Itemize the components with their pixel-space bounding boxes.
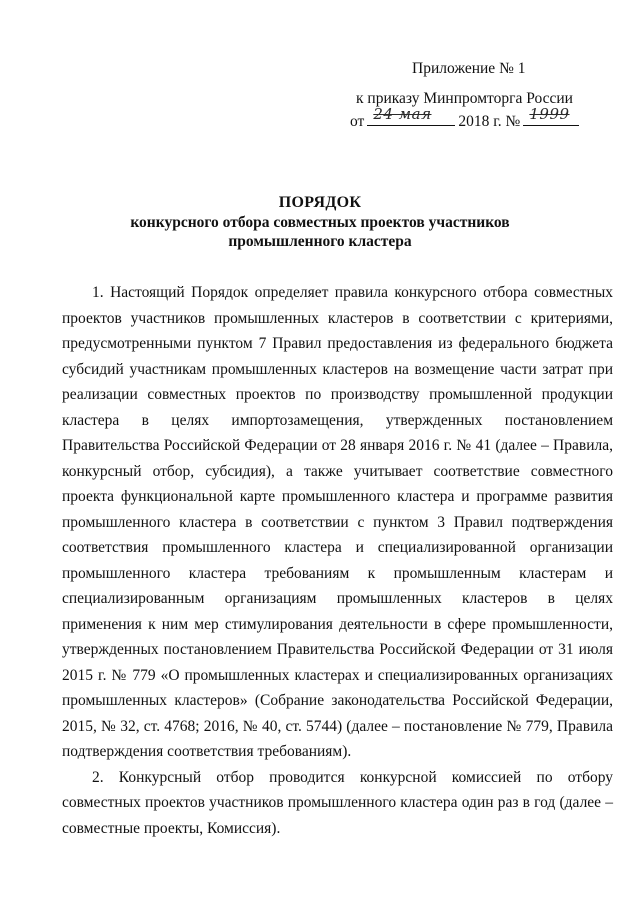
order-date-line xyxy=(350,105,610,131)
document-body xyxy=(62,280,613,841)
annex-header xyxy=(350,59,610,131)
paragraph-2: 2. Конкурсный отбор проводится конкурсной комиссией по отбору совместных проектов участников промышленного кластера один раз в год (далее – совместные проекты, Комиссия). xyxy=(62,768,613,837)
order-reference: к приказу Минпромторга России xyxy=(356,90,573,107)
title-block xyxy=(0,192,640,251)
document-title: ПОРЯДОК xyxy=(278,194,362,211)
handwritten-date: 24 мая xyxy=(373,105,432,123)
order-number-field xyxy=(523,105,579,126)
document-subtitle: конкурсного отбора совместных проектов участников промышленного кластера xyxy=(130,214,510,250)
year-text: 2018 г. № xyxy=(458,113,521,130)
date-field xyxy=(367,105,455,126)
paragraph-1: 1. Настоящий Порядок определяет правила конкурсного отбора совместных проектов участников промышленных кластеров в соответствии с критериями, предусмотренными пунктом 7 Правил предоставления из федерального бюджета субсидий участникам промышленных кластеров на возмещение части затрат при реализации совместных проектов по производству промышленной продукции кластера в целях импортозамещения, утвержденных постановлением Правительства Российской Федерации от 28 января 2016 г. № 41 (далее – Правила, конкурсный отбор, субсидия), а также учитывает соответствие совместного проекта функциональной карте промышленного кластера и программе развития промышленного кластера в соответствии с пунктом 3 Правил подтверждения соответствия промышленного кластера и специализированной организации промышленного кластера требованиям к промышленным кластерам и специализированным организациям промышленных кластеров в целях применения к ним мер стимулирования деятельности в сфере промышленности, утвержденных постановлением Правительства Российской Федерации от 31 июля 2015 г. № 779 «О промышленных кластерах и специализированных организациях промышленных кластеров» (Собрание законодательства Российской Федерации, 2015, № 32, ст. 4768; 2016, № 40, ст. 5744) (далее – постановление № 779, Правила подтверждения соответствия требованиям). xyxy=(62,284,613,760)
date-prefix: от xyxy=(350,113,365,130)
annex-title: Приложение № 1 xyxy=(412,60,526,77)
handwritten-number: 1999 xyxy=(529,105,570,123)
